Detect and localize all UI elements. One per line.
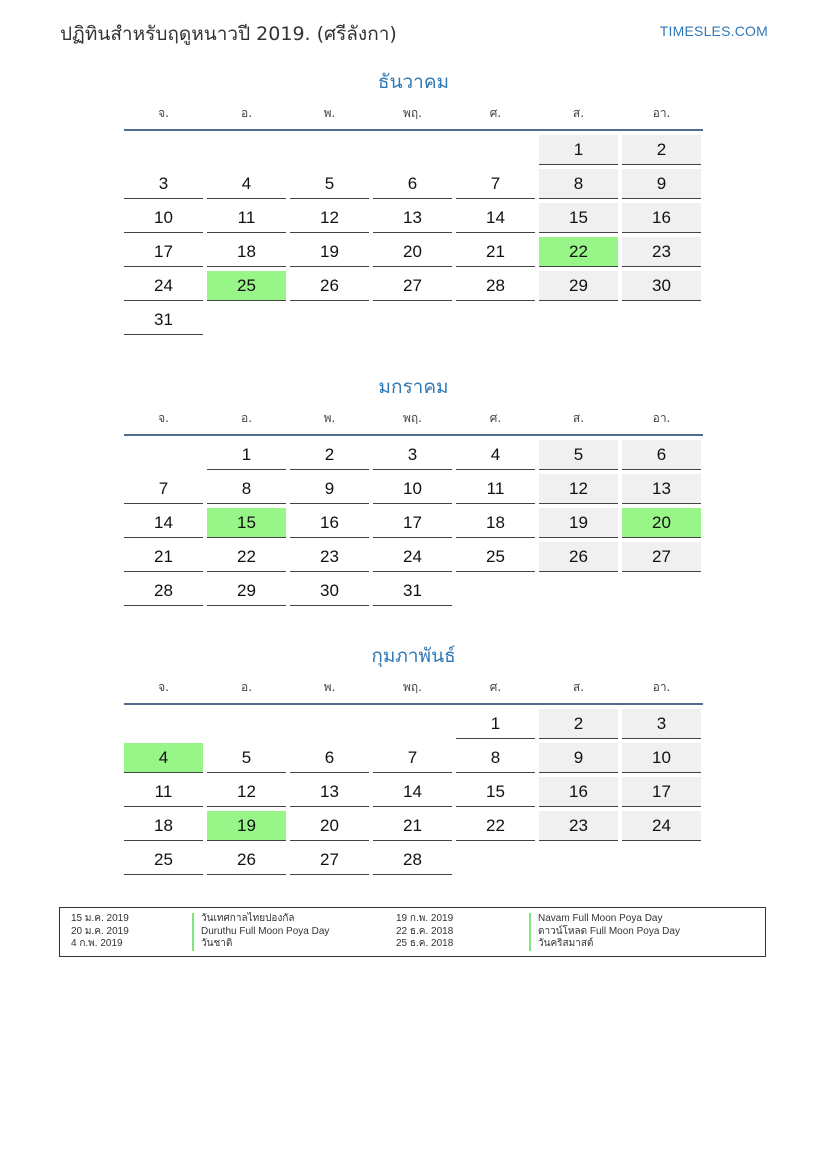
day-cell: 24	[622, 811, 701, 841]
day-cell: 25	[456, 542, 535, 572]
day-cell: 10	[622, 743, 701, 773]
day-cell: 25	[124, 845, 203, 875]
day-cell: 4	[207, 169, 286, 199]
day-cell: 9	[290, 474, 369, 504]
day-cell: 20	[373, 237, 452, 267]
day-cell: 23	[622, 237, 701, 267]
day-cell: 8	[207, 474, 286, 504]
week-row	[124, 271, 703, 301]
empty-day-cell	[456, 305, 535, 335]
day-cell: 26	[207, 845, 286, 875]
weekday-label: พ.	[323, 679, 336, 694]
weekday-label: พ.	[323, 105, 336, 120]
day-cell: 19	[539, 508, 618, 538]
day-cell: 18	[124, 811, 203, 841]
holiday-day-cell: 20	[622, 508, 701, 538]
day-cell: 16	[290, 508, 369, 538]
header-divider	[124, 703, 703, 705]
legend-date: 19 ก.พ. 2019	[396, 913, 454, 924]
empty-day-cell	[456, 135, 535, 165]
day-cell: 31	[373, 576, 452, 606]
legend-dates-left	[71, 913, 129, 951]
day-cell: 7	[456, 169, 535, 199]
day-cell: 13	[373, 203, 452, 233]
week-row	[124, 709, 703, 739]
weekday-label: อ.	[240, 410, 253, 425]
day-cell: 27	[290, 845, 369, 875]
day-cell: 22	[456, 811, 535, 841]
day-cell: 8	[456, 743, 535, 773]
day-cell: 26	[539, 542, 618, 572]
holiday-day-cell: 25	[207, 271, 286, 301]
weekday-label: อ.	[240, 679, 253, 694]
weekday-label: พฤ.	[403, 679, 422, 694]
day-cell: 11	[124, 777, 203, 807]
day-cell: 26	[290, 271, 369, 301]
day-cell: 24	[373, 542, 452, 572]
day-cell: 2	[539, 709, 618, 739]
day-cell: 9	[622, 169, 701, 199]
week-row	[124, 542, 703, 572]
day-cell: 13	[622, 474, 701, 504]
empty-day-cell	[622, 845, 701, 875]
day-cell: 29	[539, 271, 618, 301]
day-cell: 3	[373, 440, 452, 470]
week-row	[124, 508, 703, 538]
weekday-header-row	[124, 405, 703, 431]
week-row	[124, 237, 703, 267]
weekday-label: จ.	[158, 410, 169, 425]
day-cell: 2	[290, 440, 369, 470]
empty-day-cell	[373, 305, 452, 335]
month-title: กุมภาพันธ์	[371, 645, 456, 667]
week-row	[124, 440, 703, 470]
day-cell: 16	[539, 777, 618, 807]
weekday-label: อา.	[652, 679, 671, 694]
day-cell: 1	[207, 440, 286, 470]
legend-date: 25 ธ.ค. 2018	[396, 938, 454, 949]
day-cell: 11	[456, 474, 535, 504]
weekday-label: อ.	[240, 105, 253, 120]
empty-day-cell	[290, 305, 369, 335]
empty-day-cell	[207, 135, 286, 165]
weekday-label: จ.	[158, 105, 169, 120]
holiday-legend	[59, 907, 766, 957]
day-cell: 9	[539, 743, 618, 773]
day-cell: 18	[456, 508, 535, 538]
weekday-header-row	[124, 674, 703, 700]
legend-names-right	[529, 913, 680, 951]
day-cell: 6	[290, 743, 369, 773]
day-cell: 12	[207, 777, 286, 807]
day-cell: 16	[622, 203, 701, 233]
day-cell: 17	[124, 237, 203, 267]
legend-holiday-name: ดาวน์โหลด Full Moon Poya Day	[529, 926, 680, 939]
day-cell: 30	[622, 271, 701, 301]
legend-date: 15 ม.ค. 2019	[71, 913, 129, 924]
week-row	[124, 576, 703, 606]
empty-day-cell	[622, 576, 701, 606]
day-cell: 23	[290, 542, 369, 572]
day-cell: 30	[290, 576, 369, 606]
day-cell: 1	[456, 709, 535, 739]
header-divider	[124, 434, 703, 436]
day-cell: 28	[456, 271, 535, 301]
day-cell: 28	[124, 576, 203, 606]
legend-holiday-name: Navam Full Moon Poya Day	[529, 913, 680, 926]
brand-link[interactable]: TIMESLES.COM	[659, 23, 768, 39]
day-cell: 14	[456, 203, 535, 233]
weekday-label: พ.	[323, 410, 336, 425]
weekday-label: พฤ.	[403, 105, 422, 120]
day-cell: 28	[373, 845, 452, 875]
legend-date: 22 ธ.ค. 2018	[396, 925, 454, 937]
empty-day-cell	[290, 709, 369, 739]
weekday-label: อา.	[652, 410, 671, 425]
legend-dates-right	[396, 913, 453, 951]
day-cell: 23	[539, 811, 618, 841]
day-cell: 8	[539, 169, 618, 199]
day-cell: 14	[124, 508, 203, 538]
weekday-label: ศ.	[489, 105, 502, 120]
day-cell: 22	[207, 542, 286, 572]
day-cell: 21	[456, 237, 535, 267]
header-divider	[124, 129, 703, 131]
day-cell: 3	[622, 709, 701, 739]
empty-day-cell	[456, 576, 535, 606]
week-row	[124, 743, 703, 773]
week-row	[124, 474, 703, 504]
weekday-header-row	[124, 100, 703, 126]
week-row	[124, 203, 703, 233]
weekday-label: พฤ.	[403, 410, 422, 425]
weekday-label: อา.	[652, 105, 671, 120]
empty-day-cell	[456, 845, 535, 875]
day-cell: 27	[373, 271, 452, 301]
day-cell: 29	[207, 576, 286, 606]
day-cell: 24	[124, 271, 203, 301]
empty-day-cell	[207, 305, 286, 335]
day-cell: 19	[290, 237, 369, 267]
day-cell: 6	[373, 169, 452, 199]
legend-date: 20 ม.ค. 2019	[71, 925, 129, 937]
empty-day-cell	[539, 845, 618, 875]
empty-day-cell	[207, 709, 286, 739]
holiday-day-cell: 19	[207, 811, 286, 841]
empty-day-cell	[373, 709, 452, 739]
day-cell: 17	[373, 508, 452, 538]
day-cell: 13	[290, 777, 369, 807]
empty-day-cell	[539, 305, 618, 335]
holiday-day-cell: 22	[539, 237, 618, 267]
empty-day-cell	[539, 576, 618, 606]
day-cell: 7	[373, 743, 452, 773]
legend-holiday-name: วันคริสมาสต์	[529, 938, 680, 951]
day-cell: 18	[207, 237, 286, 267]
day-cell: 31	[124, 305, 203, 335]
month-title: ธันวาคม	[377, 71, 450, 93]
day-cell: 15	[539, 203, 618, 233]
empty-day-cell	[124, 440, 203, 470]
day-cell: 11	[207, 203, 286, 233]
empty-day-cell	[290, 135, 369, 165]
day-cell: 20	[290, 811, 369, 841]
day-cell: 17	[622, 777, 701, 807]
day-cell: 1	[539, 135, 618, 165]
weekday-label: ศ.	[489, 410, 502, 425]
week-row	[124, 305, 703, 335]
day-cell: 2	[622, 135, 701, 165]
week-row	[124, 811, 703, 841]
legend-holiday-name: วันเทศกาลไทยปองกัล	[192, 913, 329, 926]
empty-day-cell	[373, 135, 452, 165]
day-cell: 10	[124, 203, 203, 233]
page-title: ปฏิทินสำหรับฤดูหนาวปี 2019. (ศรีลังกา)	[60, 23, 397, 45]
weekday-label: ศ.	[489, 679, 502, 694]
month-december	[124, 67, 703, 339]
weekday-label: ส.	[572, 410, 585, 425]
day-cell: 14	[373, 777, 452, 807]
empty-day-cell	[124, 135, 203, 165]
day-cell: 5	[539, 440, 618, 470]
empty-day-cell	[124, 709, 203, 739]
week-row	[124, 777, 703, 807]
day-cell: 3	[124, 169, 203, 199]
day-cell: 21	[124, 542, 203, 572]
day-cell: 7	[124, 474, 203, 504]
holiday-day-cell: 4	[124, 743, 203, 773]
day-cell: 5	[207, 743, 286, 773]
month-january	[124, 372, 703, 610]
day-cell: 6	[622, 440, 701, 470]
month-title: มกราคม	[378, 376, 449, 398]
week-row	[124, 135, 703, 165]
week-row	[124, 845, 703, 875]
legend-holiday-name: Duruthu Full Moon Poya Day	[192, 926, 329, 939]
legend-date: 4 ก.พ. 2019	[71, 938, 123, 949]
day-cell: 12	[539, 474, 618, 504]
day-cell: 12	[290, 203, 369, 233]
day-cell: 5	[290, 169, 369, 199]
day-cell: 15	[456, 777, 535, 807]
day-cell: 27	[622, 542, 701, 572]
month-february	[124, 641, 703, 879]
legend-names-left	[192, 913, 329, 951]
day-cell: 21	[373, 811, 452, 841]
day-cell: 10	[373, 474, 452, 504]
empty-day-cell	[622, 305, 701, 335]
weekday-label: จ.	[158, 679, 169, 694]
day-cell: 4	[456, 440, 535, 470]
legend-holiday-name: วันชาติ	[192, 938, 329, 951]
weekday-label: ส.	[572, 105, 585, 120]
holiday-day-cell: 15	[207, 508, 286, 538]
week-row	[124, 169, 703, 199]
weekday-label: ส.	[572, 679, 585, 694]
